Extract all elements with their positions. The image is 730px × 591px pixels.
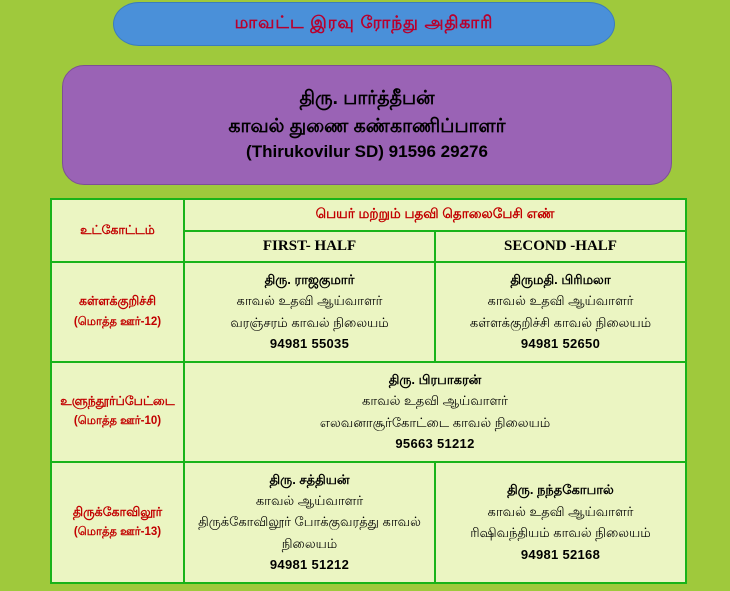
phone-text: 94981 55035 [269, 336, 350, 352]
zone-count: (மொத்த ஊர்-10) [73, 415, 162, 428]
station-text: ரிஷிவந்தியம் காவல் நிலையம் [470, 525, 651, 541]
zone-name: உளுந்தூர்ப்பேட்டை [60, 394, 175, 409]
officer-rank-text: காவல் உதவி ஆய்வாளர் [487, 293, 634, 309]
banner-title: மாவட்ட இரவு ரோந்து அதிகாரி [234, 13, 494, 32]
first-half-cell [184, 262, 435, 362]
station-text: கள்ளக்குறிச்சி காவல் நிலையம் [469, 314, 652, 330]
officer-name-text: திருமதி. பிரிமலா [510, 272, 611, 287]
officer-name-text: திரு. பிரபாகரன் [388, 371, 482, 387]
title-banner [113, 2, 615, 46]
zone-count: (மொத்த ஊர்-12) [73, 315, 162, 328]
header-first-half: FIRST- HALF [184, 231, 435, 262]
table-row [51, 462, 686, 583]
station-text: எலவனாசூர்கோட்டை காவல் நிலையம் [319, 414, 551, 430]
officer-name-text: திரு. சத்தியன் [269, 471, 350, 487]
zone-cell [51, 462, 184, 583]
duty-roster-table [50, 198, 687, 584]
officer-rank-text: காவல் ஆய்வாளர் [255, 492, 364, 508]
zone-count: (மொத்த ஊர்-13) [73, 525, 162, 538]
second-half-cell [435, 462, 686, 583]
merged-half-cell [184, 362, 686, 462]
table-header-row-1 [51, 199, 686, 231]
station-text: வரஞ்சரம் காவல் நிலையம் [230, 314, 389, 330]
second-half-cell [435, 262, 686, 362]
officer-name-text: திரு. ராஜகுமார் [264, 272, 355, 287]
zone-cell [51, 262, 184, 362]
phone-text: 94981 52650 [520, 336, 601, 352]
zone-cell [51, 362, 184, 462]
station-text: திருக்கோவிலூர் போக்குவரத்து காவல் நிலையம் [198, 514, 421, 551]
phone-text: 94981 51212 [269, 557, 350, 573]
header-zone-cell [51, 199, 184, 262]
officer-rank-text: காவல் உதவி ஆய்வாளர் [236, 293, 383, 309]
header-zone-label: உட்கோட்டம் [80, 222, 155, 237]
zone-name: கள்ளக்குறிச்சி [78, 294, 157, 309]
table-row [51, 362, 686, 462]
officer-rank-text: காவல் உதவி ஆய்வாளர் [362, 393, 508, 409]
officer-card [62, 65, 672, 185]
officer-phone: (Thirukovilur SD) 91596 29276 [246, 142, 488, 162]
header-span-cell: பெயர் மற்றும் பதவி தொலைபேசி எண் [184, 199, 686, 231]
officer-rank: காவல் துணை கண்காணிப்பாளர் [228, 115, 506, 137]
phone-text: 94981 52168 [520, 546, 601, 562]
officer-name: திரு. பார்த்தீபன் [299, 88, 435, 110]
officer-rank-text: காவல் உதவி ஆய்வாளர் [487, 503, 634, 519]
first-half-cell [184, 462, 435, 583]
table-row [51, 262, 686, 362]
phone-text: 95663 51212 [395, 436, 475, 452]
officer-name-text: திரு. நந்தகோபால் [507, 482, 614, 498]
zone-name: திருக்கோவிலூர் [72, 504, 163, 519]
header-second-half: SECOND -HALF [435, 231, 686, 262]
